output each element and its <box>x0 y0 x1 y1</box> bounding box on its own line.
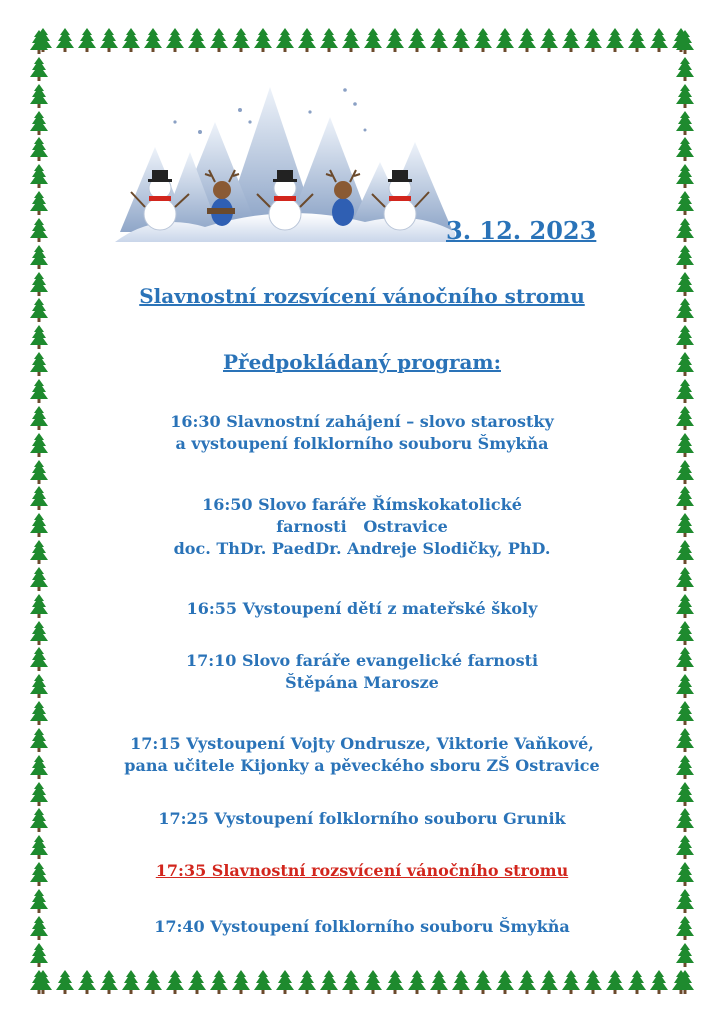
program-line: doc. ThDr. PaedDr. Andreje Slodičky, PhD. <box>173 539 551 558</box>
program-line: 17:10 Slovo faráře evangelické farnosti <box>185 651 539 670</box>
christmas-tree-icon <box>606 970 624 994</box>
program-line: 16:55 Vystoupení dětí z mateřské školy <box>186 599 538 618</box>
christmas-tree-icon <box>30 889 48 913</box>
christmas-tree-icon <box>210 970 228 994</box>
event-date: 3. 12. 2023 <box>446 216 597 245</box>
christmas-tree-icon <box>232 970 250 994</box>
christmas-tree-icon <box>30 57 48 81</box>
christmas-tree-icon <box>100 970 118 994</box>
christmas-tree-icon <box>30 218 48 242</box>
christmas-tree-icon <box>30 621 48 645</box>
christmas-tree-icon <box>30 30 48 54</box>
event-title: Slavnostní rozsvícení vánočního stromu <box>139 284 585 308</box>
christmas-tree-icon <box>584 28 602 52</box>
program-line: 16:30 Slavnostní zahájení – slovo starostky <box>170 412 554 431</box>
christmas-tree-icon <box>408 28 426 52</box>
christmas-tree-icon <box>408 970 426 994</box>
program-item <box>40 411 684 455</box>
christmas-tree-icon <box>276 970 294 994</box>
christmas-tree-icon <box>628 970 646 994</box>
christmas-tree-icon <box>56 970 74 994</box>
christmas-tree-icon <box>676 30 694 54</box>
christmas-tree-icon <box>30 245 48 269</box>
christmas-tree-icon <box>474 970 492 994</box>
christmas-tree-icon <box>518 28 536 52</box>
christmas-tree-icon <box>518 970 536 994</box>
christmas-tree-icon <box>540 970 558 994</box>
christmas-tree-icon <box>676 111 694 135</box>
christmas-tree-icon <box>452 970 470 994</box>
christmas-tree-icon <box>100 28 118 52</box>
program-heading: Předpokládaný program: <box>223 350 501 374</box>
christmas-tree-icon <box>386 28 404 52</box>
christmas-tree-icon <box>298 28 316 52</box>
christmas-tree-icon <box>232 28 250 52</box>
christmas-tree-icon <box>78 28 96 52</box>
christmas-tree-icon <box>386 970 404 994</box>
program-item <box>40 808 684 830</box>
christmas-tree-icon <box>562 28 580 52</box>
christmas-tree-icon <box>342 970 360 994</box>
christmas-tree-icon <box>188 970 206 994</box>
christmas-tree-icon <box>676 84 694 108</box>
christmas-tree-icon <box>254 970 272 994</box>
christmas-tree-icon <box>676 970 694 994</box>
christmas-tree-icon <box>676 460 694 484</box>
program-line: 17:40 Vystoupení folklorního souboru Šmykňa <box>154 917 570 936</box>
christmas-tree-icon <box>144 970 162 994</box>
christmas-tree-icon <box>166 970 184 994</box>
christmas-tree-icon <box>650 28 668 52</box>
christmas-tree-icon <box>30 137 48 161</box>
christmas-tree-icon <box>30 325 48 349</box>
christmas-tree-icon <box>676 701 694 725</box>
christmas-tree-icon <box>540 28 558 52</box>
christmas-tree-icon <box>320 28 338 52</box>
christmas-tree-icon <box>676 835 694 859</box>
program-item <box>40 598 684 620</box>
border-bottom <box>34 970 690 996</box>
christmas-tree-icon <box>30 835 48 859</box>
christmas-tree-icon <box>276 28 294 52</box>
christmas-tree-icon <box>342 28 360 52</box>
christmas-tree-icon <box>474 28 492 52</box>
program-line: pana učitele Kijonky a pěveckého sboru ZŠ Ostravice <box>124 756 600 775</box>
christmas-tree-icon <box>30 701 48 725</box>
christmas-tree-icon <box>676 245 694 269</box>
program-item <box>40 916 684 938</box>
christmas-tree-icon <box>496 28 514 52</box>
program-line: 16:50 Slovo faráře Římskokatolické <box>202 495 522 514</box>
christmas-tree-icon <box>584 970 602 994</box>
christmas-tree-icon <box>254 28 272 52</box>
program-item <box>40 650 684 694</box>
christmas-tree-icon <box>676 191 694 215</box>
christmas-tree-icon <box>676 325 694 349</box>
program-line: 17:15 Vystoupení Vojty Ondrusze, Viktorie Vaňkové, <box>130 734 594 753</box>
border-top <box>34 28 690 54</box>
christmas-tree-icon <box>676 889 694 913</box>
christmas-tree-icon <box>676 379 694 403</box>
christmas-tree-icon <box>30 164 48 188</box>
christmas-tree-icon <box>30 782 48 806</box>
christmas-tree-icon <box>676 218 694 242</box>
christmas-tree-icon <box>676 782 694 806</box>
christmas-tree-icon <box>30 943 48 967</box>
christmas-tree-icon <box>452 28 470 52</box>
program-line: farnosti Ostravice <box>276 517 448 536</box>
christmas-tree-icon <box>122 970 140 994</box>
program-line: a vystoupení folklorního souboru Šmykňa <box>175 434 549 453</box>
christmas-tree-icon <box>606 28 624 52</box>
christmas-tree-icon <box>210 28 228 52</box>
christmas-tree-icon <box>30 379 48 403</box>
christmas-tree-icon <box>676 621 694 645</box>
christmas-tree-icon <box>676 943 694 967</box>
christmas-tree-icon <box>676 137 694 161</box>
christmas-tree-icon <box>364 970 382 994</box>
christmas-tree-icon <box>30 970 48 994</box>
christmas-tree-icon <box>650 970 668 994</box>
christmas-tree-icon <box>320 970 338 994</box>
christmas-tree-icon <box>188 28 206 52</box>
christmas-tree-icon <box>30 460 48 484</box>
christmas-tree-icon <box>676 567 694 591</box>
program-item <box>40 494 684 560</box>
christmas-tree-icon <box>298 970 316 994</box>
christmas-tree-icon <box>430 970 448 994</box>
christmas-tree-icon <box>628 28 646 52</box>
program-line: 17:25 Vystoupení folklorního souboru Grunik <box>158 809 566 828</box>
program-line: 17:35 Slavnostní rozsvícení vánočního stromu <box>155 861 569 880</box>
christmas-tree-icon <box>30 191 48 215</box>
snowmen-winter-illustration <box>115 82 455 242</box>
christmas-tree-icon <box>166 28 184 52</box>
program-item <box>40 733 684 777</box>
christmas-tree-icon <box>676 57 694 81</box>
christmas-tree-icon <box>56 28 74 52</box>
christmas-tree-icon <box>122 28 140 52</box>
christmas-tree-icon <box>676 164 694 188</box>
program-line: Štěpána Marosze <box>285 673 439 692</box>
christmas-tree-icon <box>30 111 48 135</box>
christmas-tree-icon <box>496 970 514 994</box>
program-item-highlight <box>40 860 684 882</box>
christmas-tree-icon <box>430 28 448 52</box>
christmas-tree-icon <box>30 567 48 591</box>
christmas-tree-icon <box>30 84 48 108</box>
christmas-tree-icon <box>78 970 96 994</box>
christmas-tree-icon <box>144 28 162 52</box>
christmas-tree-icon <box>364 28 382 52</box>
christmas-tree-icon <box>562 970 580 994</box>
